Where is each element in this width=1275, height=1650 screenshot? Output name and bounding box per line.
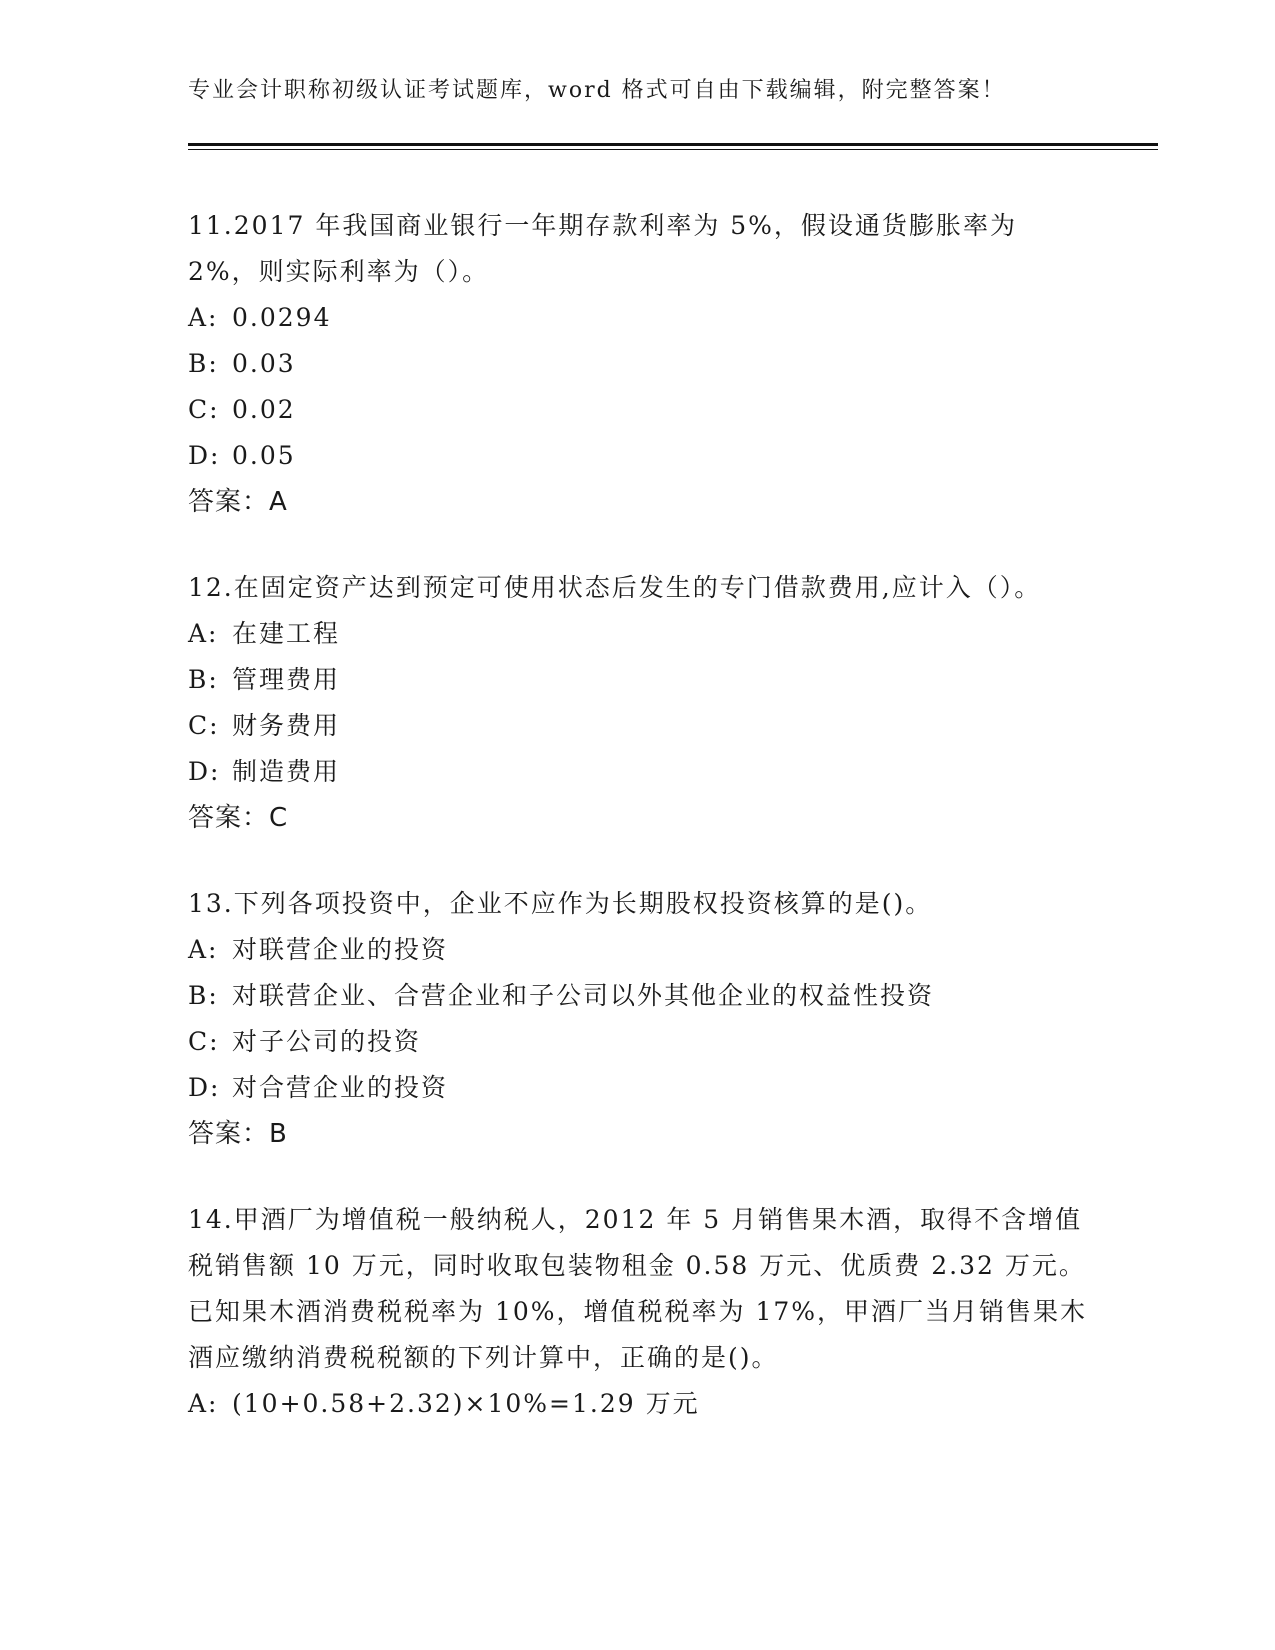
option-b <box>188 973 1088 1019</box>
question-list <box>188 203 1088 1467</box>
option-text: 对合营企业的投资 <box>232 1073 449 1102</box>
option-letter: B: <box>188 981 219 1010</box>
option-a <box>188 927 1088 973</box>
option-letter: C: <box>188 395 220 424</box>
option-letter: C: <box>188 711 220 740</box>
option-letter: D: <box>188 441 221 470</box>
option-text: 0.0294 <box>232 303 332 332</box>
option-c <box>188 1019 1088 1065</box>
option-letter: A: <box>188 619 219 648</box>
answer-label: 答案：A <box>188 487 288 517</box>
option-b <box>188 341 1088 387</box>
option-c <box>188 703 1088 749</box>
option-letter: A: <box>188 1389 219 1418</box>
question-13 <box>188 881 1088 1157</box>
option-text: 0.02 <box>232 395 296 424</box>
option-letter: D: <box>188 757 221 786</box>
question-stem: 13.下列各项投资中，企业不应作为长期股权投资核算的是()。 <box>188 889 933 918</box>
option-text: 财务费用 <box>232 711 341 740</box>
option-text: 管理费用 <box>232 665 341 694</box>
option-letter: A: <box>188 935 219 964</box>
question-11 <box>188 203 1088 525</box>
question-12 <box>188 565 1088 841</box>
answer-label: 答案：B <box>188 1119 288 1149</box>
option-letter: D: <box>188 1073 221 1102</box>
option-b <box>188 657 1088 703</box>
question-stem: 12.在固定资产达到预定可使用状态后发生的专门借款费用,应计入（）。 <box>188 573 1042 602</box>
option-letter: A: <box>188 303 219 332</box>
option-text: 0.05 <box>232 441 296 470</box>
answer-label: 答案：C <box>188 803 289 833</box>
option-text: 制造费用 <box>232 757 341 786</box>
header-rule-thick <box>188 143 1158 146</box>
question-stem: 11.2017 年我国商业银行一年期存款利率为 5%，假设通货膨胀率为 2%，则实际利率为（）。 <box>188 211 1017 286</box>
option-d <box>188 433 1088 479</box>
question-14 <box>188 1197 1088 1427</box>
option-text: 对子公司的投资 <box>232 1027 422 1056</box>
page-header: 专业会计职称初级认证考试题库，word 格式可自由下载编辑，附完整答案！ <box>188 78 1006 103</box>
option-letter: B: <box>188 665 219 694</box>
option-d <box>188 1065 1088 1111</box>
option-d <box>188 749 1088 795</box>
option-text: 在建工程 <box>232 619 341 648</box>
header-rule-thin <box>188 149 1158 150</box>
option-letter: B: <box>188 349 219 378</box>
option-a <box>188 611 1088 657</box>
option-a <box>188 1381 1088 1427</box>
option-c <box>188 387 1088 433</box>
option-text: 0.03 <box>232 349 296 378</box>
question-stem: 14.甲酒厂为增值税一般纳税人，2012 年 5 月销售果木酒，取得不含增值税销售额 10 万元，同时收取包装物租金 0.58 万元、优质费 2.32 万元。已知果木酒消费税税率为 10%，增值税税率为 17%，甲酒厂当月销售果木酒应缴纳消费税税额的下列计算中，正确的是()。 <box>188 1205 1088 1372</box>
option-a <box>188 295 1088 341</box>
option-text: (10+0.58+2.32)×10%=1.29 万元 <box>232 1389 700 1418</box>
option-text: 对联营企业的投资 <box>232 935 449 964</box>
option-letter: C: <box>188 1027 220 1056</box>
option-text: 对联营企业、合营企业和子公司以外其他企业的权益性投资 <box>232 981 935 1010</box>
